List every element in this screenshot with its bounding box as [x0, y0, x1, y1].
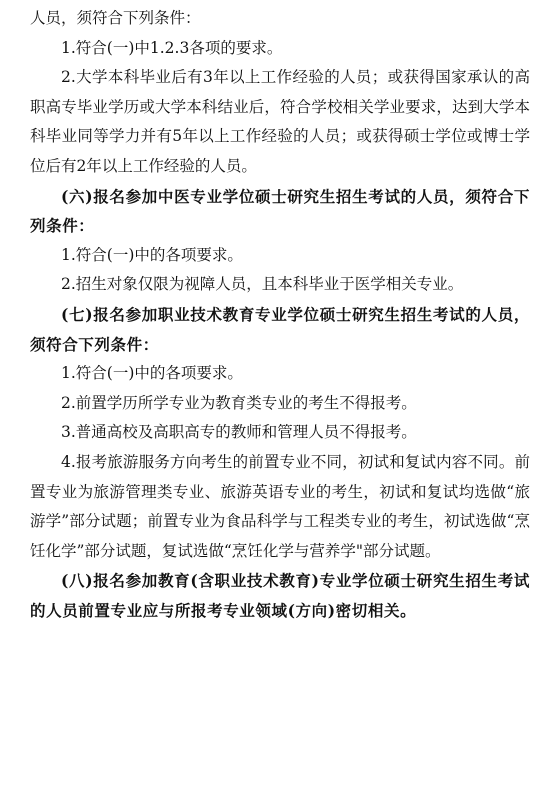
paragraph-2: 1.符合(一)中1.2.3各项的要求。: [61, 38, 283, 57]
section-heading-7: (七)报名参加职业技术教育专业学位硕士研究生招生考试的人员，须符合下列条件：: [30, 304, 530, 354]
paragraph-5: 1.符合(一)中的各项要求。: [61, 245, 243, 264]
section-heading-8: (八)报名参加教育(含职业技术教育)专业学位硕士研究生招生考试的人员前置专业应与所报考专业领域(方向)密切相关。: [30, 571, 530, 620]
paragraph-3: 2.大学本科毕业后有3年以上工作经验的人员；或获得国家承认的高职高专毕业学历或大学本科结业后，符合学校相关学业要求，达到大学本科毕业同等学力并有5年以上工作经验的人员；或获得硕士学位或博士学位后有2年以上工作经验的人员。: [30, 68, 530, 175]
paragraph-1: 人员，须符合下列条件：: [30, 9, 201, 27]
paragraph-8: 1.符合(一)中的各项要求。: [61, 364, 243, 383]
section-heading-6: (六)报名参加中医专业学位硕士研究生招生考试的人员，须符合下列条件：: [30, 186, 530, 236]
paragraph-6: 2.招生对象仅限为视障人员，且本科毕业于医学相关专业。: [61, 275, 464, 294]
paragraph-9: 2.前置学历所学专业为教育类专业的考生不得报考。: [61, 393, 417, 412]
paragraph-10: 3.普通高校及高职高专的教师和管理人员不得报考。: [61, 423, 417, 442]
paragraph-11: 4.报考旅游服务方向考生的前置专业不同，初试和复试内容不同。前置专业为旅游管理类专业、旅游英语专业的考生，初试和复试均选做“旅游学”部分试题；前置专业为食品科学与工程类专业的考生，初试选做“烹饪化学”部分试题，复试选做“烹饪化学与营养学"部分试题。: [30, 452, 530, 560]
